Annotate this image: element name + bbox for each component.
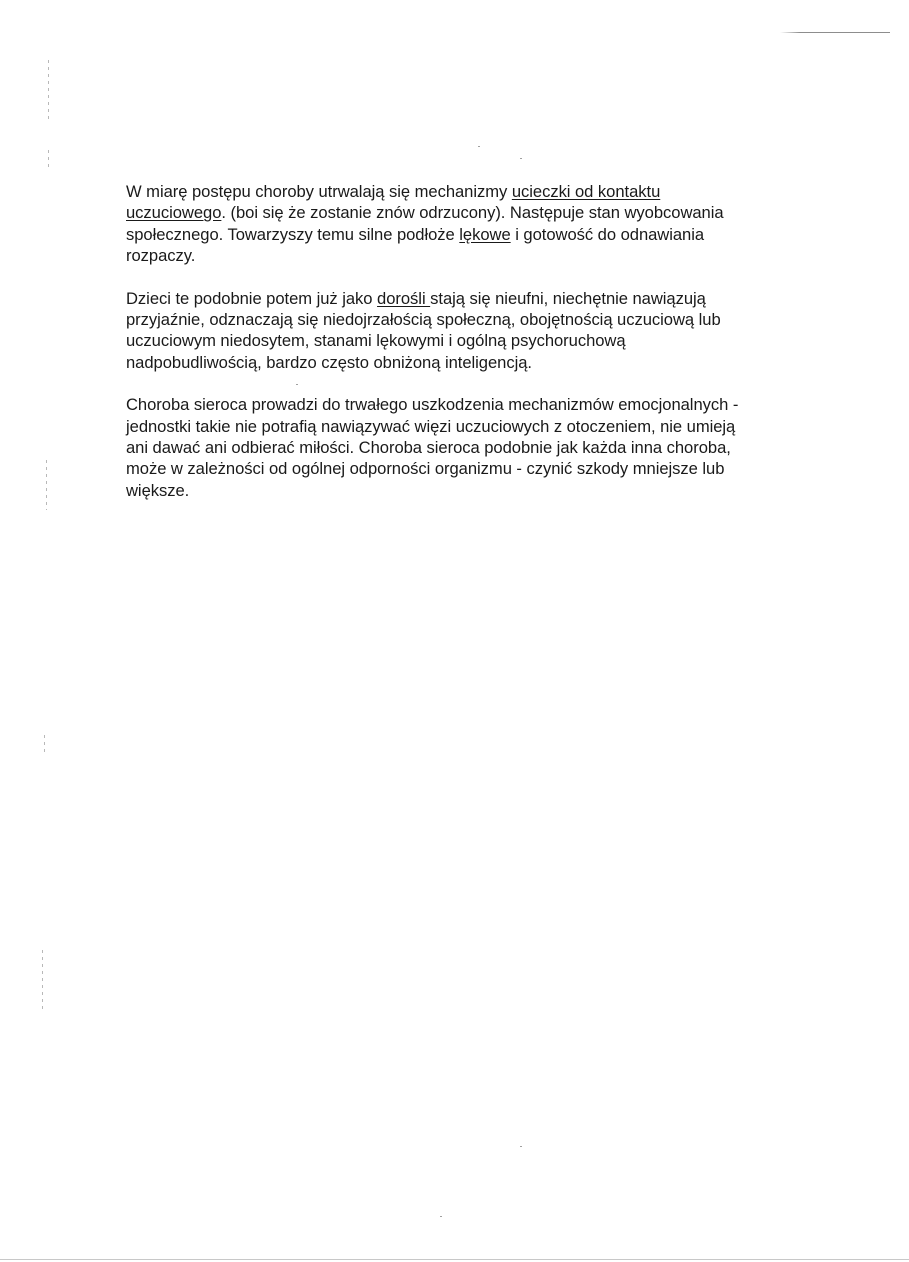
paragraph xyxy=(126,181,796,267)
paragraph xyxy=(126,288,796,374)
text-line xyxy=(126,437,796,458)
scan-artifact-dot xyxy=(520,158,522,159)
text-run: nadpobudliwością, bardzo często obniżoną inteligencją. xyxy=(126,352,532,372)
text-line xyxy=(126,330,796,351)
text-run: W miarę postępu choroby utrwalają się mechanizmy xyxy=(126,182,512,201)
scan-artifact-edge xyxy=(48,60,49,120)
text-line xyxy=(126,394,796,415)
scan-artifact-edge xyxy=(48,150,49,170)
text-run: jednostki takie nie potrafią nawiązywać więzi uczuciowych z otoczeniem, nie umieją xyxy=(126,416,736,436)
text-run: większe. xyxy=(126,480,190,500)
text-line xyxy=(126,288,796,309)
text-run: i gotowość do odnawiania xyxy=(510,224,705,244)
text-line xyxy=(126,480,796,501)
scan-artifact-line xyxy=(780,32,890,33)
paragraph xyxy=(126,394,796,501)
text-run-underlined: ucieczki od kontaktu xyxy=(511,182,661,201)
scan-artifact-edge xyxy=(46,460,47,510)
text-line xyxy=(126,245,796,266)
text-run-underlined: lękowe xyxy=(459,224,511,244)
text-line xyxy=(126,352,796,373)
text-run: . (boi się że zostanie znów odrzucony). Następuje stan wyobcowania xyxy=(221,203,724,223)
text-line xyxy=(126,181,796,202)
scan-artifact-dot xyxy=(520,1146,522,1147)
text-run: społecznego. Towarzyszy temu silne podłoże xyxy=(126,224,460,244)
text-run: stają się nieufni, niechętnie nawiązują xyxy=(430,288,706,308)
document-body xyxy=(126,181,796,522)
scan-artifact-bottom-edge xyxy=(0,1259,909,1260)
text-run: Choroba sieroca prowadzi do trwałego uszkodzenia mechanizmów emocjonalnych - xyxy=(126,395,739,415)
scan-artifact-dot xyxy=(478,146,480,147)
text-line xyxy=(126,458,796,479)
text-run: przyjaźnie, odznaczają się niedojrzałością społeczną, obojętnością uczuciową lub xyxy=(126,310,721,330)
text-line xyxy=(126,416,796,437)
text-run: rozpaczy. xyxy=(126,246,196,266)
text-run: ani dawać ani odbierać miłości. Choroba sieroca podobnie jak każda inna choroba, xyxy=(126,438,731,458)
text-run: może w zależności od ogólnej odporności organizmu - czynić szkody mniejsze lub xyxy=(126,459,725,479)
text-run: Dzieci te podobnie potem już jako xyxy=(126,288,378,308)
text-run-underlined: dorośli xyxy=(377,288,431,308)
text-run-underlined: uczuciowego xyxy=(126,203,222,223)
scan-artifact-dot xyxy=(440,1216,442,1217)
text-line xyxy=(126,224,796,245)
text-line xyxy=(126,202,796,223)
scan-artifact-edge xyxy=(44,735,45,755)
text-run: uczuciowym niedosytem, stanami lękowymi i ogólną psychoruchową xyxy=(126,331,626,351)
text-line xyxy=(126,309,796,330)
scan-artifact-edge xyxy=(42,950,43,1010)
